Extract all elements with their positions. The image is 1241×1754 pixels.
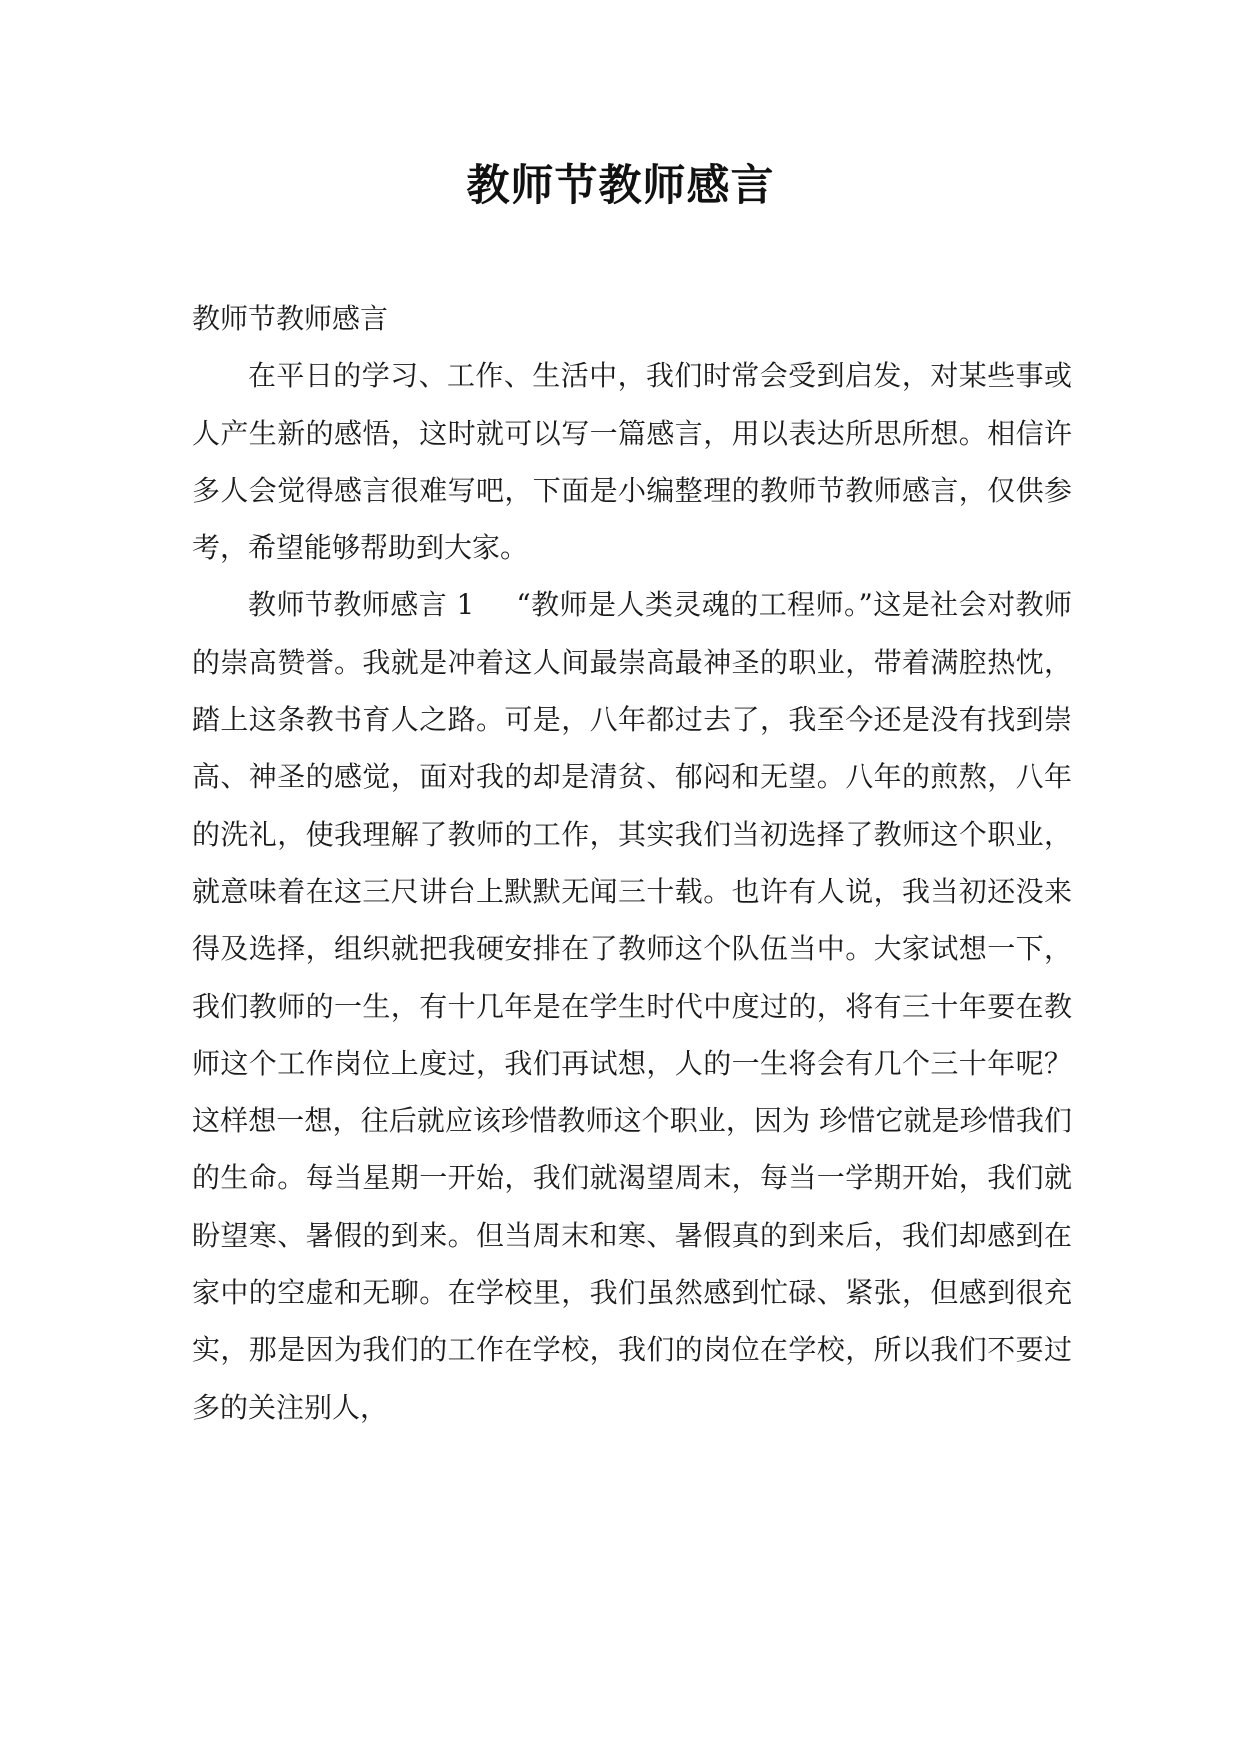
section-1-paragraph: [192, 576, 1072, 1435]
document-body: [192, 290, 1072, 1436]
document-subtitle: 教师节教师感言: [192, 302, 389, 335]
section-1-body: “教师是人类灵魂的工程师。”这是社会对教师的崇高赞誉。我就是冲着这人间最崇高最神圣的职业，带着满腔热忱，踏上这条教书育人之路。可是，八年都过去了，我至今还是没有找到崇高、神圣的感觉，面对我的却是清贫、郁闷和无望。八年的煎熬，八年的洗礼，使我理解了教师的工作，其实我们当初选择了教师这个职业，就意味着在这三尺讲台上默默无闻三十载。也许有人说，我当初还没来得及选择，组织就把我硬安排在了教师这个队伍当中。大家试想一下，我们教师的一生，有十几年是在学生时代中度过的，将有三十年要在教师这个工作岗位上度过，我们再试想，人的一生将会有几个三十年呢？这样想一想，往后就应该珍惜教师这个职业，因为 珍惜它就是珍惜我们的生命。每当星期一开始，我们就渴望周末，每当一学期开始，我们就盼望寒、暑假的到来。但当周末和寒、暑假真的到来后，我们却感到在家中的空虚和无聊。在学校里，我们虽然感到忙碌、紧张，但感到很充实，那是因为我们的工作在学校，我们的岗位在学校，所以我们不要过多的关注别人，: [192, 588, 1072, 1424]
document-title: 教师节教师感言: [466, 161, 775, 211]
intro-paragraph: 在平日的学习、工作、生活中，我们时常会受到启发，对某些事或人产生新的感悟，这时就可以写一篇感言，用以表达所思所想。相信许多人会觉得感言很难写吧，下面是小编整理的教师节教师感言，仅供参考，希望能够帮助到大家。: [192, 359, 1072, 565]
section-1-title: 教师节教师感言 1: [248, 588, 475, 622]
